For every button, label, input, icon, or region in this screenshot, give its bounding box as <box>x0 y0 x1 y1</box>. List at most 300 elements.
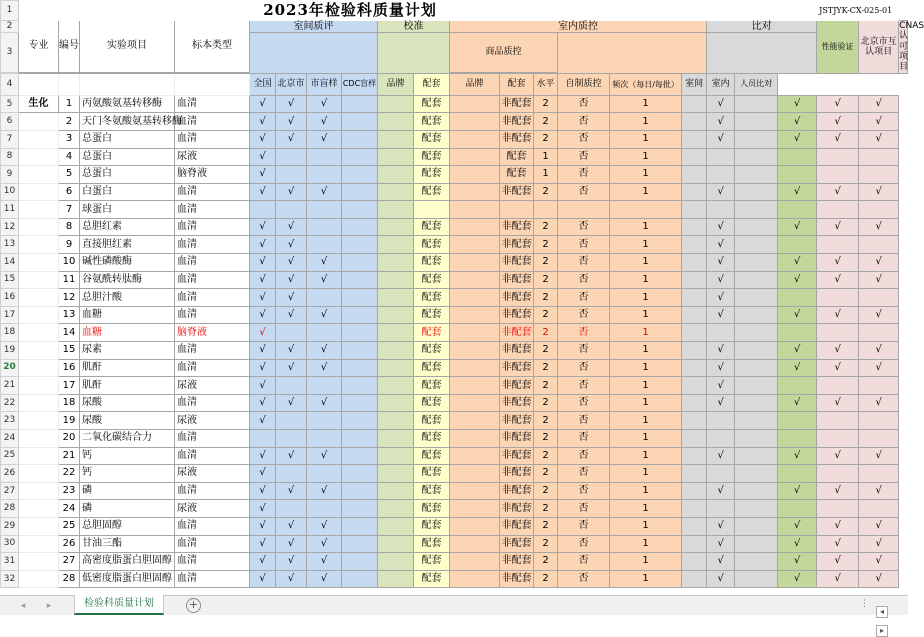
qc-matched-cell[interactable]: 非配套 <box>500 517 534 535</box>
performance-check-cell[interactable]: √ <box>778 271 817 289</box>
qc-brand-cell[interactable] <box>450 553 500 571</box>
header-commercial-qc[interactable]: 商品质控 <box>450 33 558 73</box>
eqa-check-cell[interactable]: √ <box>276 254 307 272</box>
eqa-check-cell[interactable]: √ <box>307 183 342 201</box>
eqa-check-cell[interactable] <box>342 447 378 465</box>
comparison-check-cell[interactable] <box>682 306 707 324</box>
header-eqa-beijing[interactable]: 北京市 <box>276 73 307 95</box>
qc-brand-cell[interactable] <box>450 306 500 324</box>
eqa-check-cell[interactable] <box>276 166 307 184</box>
qc-matched-cell[interactable]: 配套 <box>500 148 534 166</box>
qc-brand-cell[interactable] <box>450 500 500 518</box>
comparison-check-cell[interactable] <box>735 148 778 166</box>
eqa-check-cell[interactable]: √ <box>250 271 276 289</box>
item-cell[interactable]: 丙氨酸氨基转移酶 <box>80 95 175 113</box>
eqa-check-cell[interactable]: √ <box>250 289 276 307</box>
cnas-check-cell[interactable]: √ <box>859 113 899 131</box>
comparison-check-cell[interactable] <box>735 95 778 113</box>
eqa-check-cell[interactable] <box>342 306 378 324</box>
specialty-cell[interactable] <box>19 271 59 289</box>
specimen-cell[interactable]: 血清 <box>175 430 250 448</box>
cnas-check-cell[interactable]: √ <box>859 359 899 377</box>
specialty-cell[interactable] <box>19 570 59 588</box>
comparison-check-cell[interactable] <box>735 359 778 377</box>
eqa-check-cell[interactable] <box>342 130 378 148</box>
cnas-check-cell[interactable] <box>859 236 899 254</box>
frequency-cell[interactable]: 1 <box>610 95 682 113</box>
comparison-check-cell[interactable] <box>735 570 778 588</box>
qc-matched-cell[interactable]: 非配套 <box>500 95 534 113</box>
eqa-check-cell[interactable] <box>342 113 378 131</box>
eqa-check-cell[interactable]: √ <box>250 130 276 148</box>
comparison-check-cell[interactable] <box>682 500 707 518</box>
number-cell[interactable]: 6 <box>59 183 80 201</box>
beijing-check-cell[interactable]: √ <box>817 394 859 412</box>
performance-check-cell[interactable]: √ <box>778 130 817 148</box>
header-iqc[interactable]: 室内质控 <box>450 21 707 33</box>
qc-level-cell[interactable]: 2 <box>534 394 558 412</box>
performance-check-cell[interactable]: √ <box>778 95 817 113</box>
eqa-check-cell[interactable]: √ <box>307 130 342 148</box>
cal-brand-cell[interactable] <box>378 324 414 342</box>
eqa-check-cell[interactable] <box>250 201 276 219</box>
cal-matched-cell[interactable]: 配套 <box>414 166 450 184</box>
sheet-title[interactable]: 2023年检验科质量计划 <box>19 1 682 21</box>
self-qc-cell[interactable]: 否 <box>558 236 610 254</box>
performance-check-cell[interactable] <box>778 148 817 166</box>
cnas-check-cell[interactable] <box>859 412 899 430</box>
qc-level-cell[interactable]: 2 <box>534 500 558 518</box>
row-number[interactable]: 9 <box>1 166 19 184</box>
comparison-check-cell[interactable] <box>735 306 778 324</box>
comparison-check-cell[interactable]: √ <box>707 271 735 289</box>
qc-level-cell[interactable]: 2 <box>534 271 558 289</box>
eqa-check-cell[interactable]: √ <box>250 342 276 360</box>
comparison-check-cell[interactable]: √ <box>707 183 735 201</box>
header-number[interactable]: 编号 <box>59 21 80 73</box>
comparison-check-cell[interactable] <box>682 236 707 254</box>
beijing-check-cell[interactable]: √ <box>817 183 859 201</box>
specialty-cell[interactable] <box>19 377 59 395</box>
eqa-check-cell[interactable]: √ <box>250 377 276 395</box>
qc-level-cell[interactable]: 2 <box>534 113 558 131</box>
eqa-check-cell[interactable]: √ <box>276 447 307 465</box>
number-cell[interactable]: 14 <box>59 324 80 342</box>
beijing-check-cell[interactable]: √ <box>817 359 859 377</box>
header-eqa-cdc[interactable]: CDC盲样 <box>342 73 378 95</box>
eqa-check-cell[interactable] <box>307 412 342 430</box>
specialty-cell[interactable] <box>19 113 59 131</box>
cnas-check-cell[interactable] <box>859 201 899 219</box>
specialty-cell[interactable] <box>19 218 59 236</box>
specimen-cell[interactable]: 血清 <box>175 342 250 360</box>
item-cell[interactable]: 高密度脂蛋白胆固醇 <box>80 553 175 571</box>
frequency-cell[interactable]: 1 <box>610 570 682 588</box>
number-cell[interactable]: 19 <box>59 412 80 430</box>
specialty-cell[interactable] <box>19 166 59 184</box>
performance-check-cell[interactable] <box>778 324 817 342</box>
cnas-check-cell[interactable]: √ <box>859 535 899 553</box>
number-cell[interactable]: 16 <box>59 359 80 377</box>
qc-matched-cell[interactable]: 非配套 <box>500 306 534 324</box>
eqa-check-cell[interactable] <box>276 148 307 166</box>
row-number[interactable]: 14 <box>1 254 19 272</box>
comparison-check-cell[interactable]: √ <box>707 236 735 254</box>
eqa-check-cell[interactable] <box>342 324 378 342</box>
cnas-check-cell[interactable] <box>859 289 899 307</box>
comparison-check-cell[interactable] <box>682 254 707 272</box>
eqa-check-cell[interactable]: √ <box>250 482 276 500</box>
specialty-cell[interactable] <box>19 447 59 465</box>
eqa-check-cell[interactable]: √ <box>276 306 307 324</box>
comparison-check-cell[interactable] <box>707 465 735 483</box>
cal-brand-cell[interactable] <box>378 113 414 131</box>
qc-matched-cell[interactable]: 非配套 <box>500 254 534 272</box>
comparison-check-cell[interactable] <box>682 535 707 553</box>
qc-matched-cell[interactable]: 非配套 <box>500 535 534 553</box>
subheader-blank[interactable] <box>19 73 59 95</box>
self-qc-cell[interactable]: 否 <box>558 570 610 588</box>
qc-level-cell[interactable]: 2 <box>534 377 558 395</box>
specimen-cell[interactable]: 血清 <box>175 570 250 588</box>
specialty-cell[interactable] <box>19 500 59 518</box>
comparison-check-cell[interactable] <box>735 553 778 571</box>
performance-check-cell[interactable]: √ <box>778 254 817 272</box>
beijing-check-cell[interactable]: √ <box>817 517 859 535</box>
comparison-check-cell[interactable]: √ <box>707 535 735 553</box>
eqa-check-cell[interactable]: √ <box>250 254 276 272</box>
beijing-check-cell[interactable] <box>817 500 859 518</box>
self-qc-cell[interactable]: 否 <box>558 289 610 307</box>
comparison-check-cell[interactable]: √ <box>707 289 735 307</box>
number-cell[interactable]: 4 <box>59 148 80 166</box>
qc-matched-cell[interactable]: 非配套 <box>500 218 534 236</box>
specimen-cell[interactable]: 尿液 <box>175 500 250 518</box>
cal-matched-cell[interactable]: 配套 <box>414 553 450 571</box>
number-cell[interactable]: 12 <box>59 289 80 307</box>
row-number[interactable]: 15 <box>1 271 19 289</box>
more-options-icon[interactable]: ⋮ <box>860 599 869 609</box>
item-cell[interactable]: 尿酸 <box>80 412 175 430</box>
eqa-check-cell[interactable] <box>342 482 378 500</box>
eqa-check-cell[interactable]: √ <box>276 289 307 307</box>
specimen-cell[interactable]: 尿液 <box>175 148 250 166</box>
performance-check-cell[interactable] <box>778 166 817 184</box>
performance-check-cell[interactable]: √ <box>778 183 817 201</box>
qc-level-cell[interactable]: 2 <box>534 254 558 272</box>
beijing-check-cell[interactable]: √ <box>817 95 859 113</box>
cal-matched-cell[interactable]: 配套 <box>414 465 450 483</box>
self-qc-cell[interactable]: 否 <box>558 306 610 324</box>
specimen-cell[interactable]: 血清 <box>175 553 250 571</box>
item-cell[interactable]: 血糖 <box>80 324 175 342</box>
cnas-check-cell[interactable] <box>859 148 899 166</box>
beijing-check-cell[interactable] <box>817 377 859 395</box>
qc-brand-cell[interactable] <box>450 570 500 588</box>
comparison-check-cell[interactable] <box>682 377 707 395</box>
qc-level-cell[interactable]: 2 <box>534 130 558 148</box>
comparison-check-cell[interactable]: √ <box>707 254 735 272</box>
eqa-check-cell[interactable]: √ <box>250 447 276 465</box>
comparison-check-cell[interactable] <box>682 218 707 236</box>
row-number[interactable]: 18 <box>1 324 19 342</box>
eqa-check-cell[interactable] <box>342 430 378 448</box>
performance-check-cell[interactable]: √ <box>778 394 817 412</box>
qc-brand-cell[interactable] <box>450 254 500 272</box>
comparison-check-cell[interactable] <box>707 500 735 518</box>
beijing-check-cell[interactable] <box>817 148 859 166</box>
performance-check-cell[interactable] <box>778 377 817 395</box>
qc-brand-cell[interactable] <box>450 430 500 448</box>
eqa-check-cell[interactable]: √ <box>276 517 307 535</box>
subheader-blank[interactable] <box>59 73 80 95</box>
frequency-cell[interactable]: 1 <box>610 517 682 535</box>
comparison-check-cell[interactable] <box>682 324 707 342</box>
comparison-check-cell[interactable] <box>682 482 707 500</box>
eqa-check-cell[interactable]: √ <box>276 218 307 236</box>
number-cell[interactable]: 3 <box>59 130 80 148</box>
cal-matched-cell[interactable]: 配套 <box>414 271 450 289</box>
self-qc-cell[interactable]: 否 <box>558 95 610 113</box>
eqa-check-cell[interactable] <box>342 218 378 236</box>
performance-check-cell[interactable] <box>778 465 817 483</box>
eqa-check-cell[interactable] <box>342 465 378 483</box>
add-sheet-icon[interactable]: + <box>186 598 201 613</box>
row-number[interactable]: 16 <box>1 289 19 307</box>
eqa-check-cell[interactable]: √ <box>307 113 342 131</box>
number-cell[interactable]: 2 <box>59 113 80 131</box>
comparison-check-cell[interactable] <box>735 218 778 236</box>
cal-brand-cell[interactable] <box>378 465 414 483</box>
cnas-check-cell[interactable] <box>859 465 899 483</box>
eqa-check-cell[interactable]: √ <box>307 535 342 553</box>
eqa-check-cell[interactable] <box>307 289 342 307</box>
qc-level-cell[interactable]: 2 <box>534 570 558 588</box>
self-qc-cell[interactable]: 否 <box>558 218 610 236</box>
comparison-check-cell[interactable] <box>707 412 735 430</box>
row-number-2[interactable]: 2 <box>1 21 19 33</box>
beijing-check-cell[interactable]: √ <box>817 447 859 465</box>
frequency-cell[interactable]: 1 <box>610 447 682 465</box>
cnas-check-cell[interactable] <box>859 430 899 448</box>
comparison-check-cell[interactable] <box>707 430 735 448</box>
qc-matched-cell[interactable]: 配套 <box>500 166 534 184</box>
eqa-check-cell[interactable]: √ <box>276 553 307 571</box>
eqa-check-cell[interactable] <box>342 166 378 184</box>
self-qc-cell[interactable]: 否 <box>558 359 610 377</box>
comparison-check-cell[interactable] <box>735 500 778 518</box>
comparison-check-cell[interactable]: √ <box>707 377 735 395</box>
item-cell[interactable]: 总胆固醇 <box>80 517 175 535</box>
item-cell[interactable]: 碱性磷酸酶 <box>80 254 175 272</box>
cal-matched-cell[interactable]: 配套 <box>414 394 450 412</box>
row-number[interactable]: 26 <box>1 465 19 483</box>
row-number[interactable]: 23 <box>1 412 19 430</box>
row-number-3[interactable]: 3 <box>1 33 19 73</box>
eqa-check-cell[interactable] <box>307 218 342 236</box>
comparison-check-cell[interactable] <box>682 342 707 360</box>
row-number[interactable]: 21 <box>1 377 19 395</box>
cal-brand-cell[interactable] <box>378 166 414 184</box>
comparison-check-cell[interactable] <box>735 465 778 483</box>
specialty-cell[interactable] <box>19 289 59 307</box>
eqa-check-cell[interactable] <box>342 570 378 588</box>
item-cell[interactable]: 钙 <box>80 465 175 483</box>
comparison-check-cell[interactable] <box>735 447 778 465</box>
cal-brand-cell[interactable] <box>378 447 414 465</box>
frequency-cell[interactable]: 1 <box>610 289 682 307</box>
number-cell[interactable]: 15 <box>59 342 80 360</box>
specimen-cell[interactable]: 血清 <box>175 394 250 412</box>
comparison-check-cell[interactable] <box>735 130 778 148</box>
beijing-check-cell[interactable]: √ <box>817 113 859 131</box>
eqa-check-cell[interactable] <box>307 201 342 219</box>
qc-brand-cell[interactable] <box>450 517 500 535</box>
frequency-cell[interactable]: 1 <box>610 430 682 448</box>
performance-check-cell[interactable] <box>778 430 817 448</box>
qc-brand-cell[interactable] <box>450 236 500 254</box>
self-qc-cell[interactable]: 否 <box>558 166 610 184</box>
comparison-check-cell[interactable] <box>735 201 778 219</box>
qc-level-cell[interactable]: 2 <box>534 218 558 236</box>
qc-matched-cell[interactable]: 非配套 <box>500 113 534 131</box>
specimen-cell[interactable]: 脑脊液 <box>175 324 250 342</box>
eqa-check-cell[interactable]: √ <box>276 236 307 254</box>
comparison-check-cell[interactable] <box>735 113 778 131</box>
qc-matched-cell[interactable]: 非配套 <box>500 236 534 254</box>
item-cell[interactable]: 总蛋白 <box>80 130 175 148</box>
row-number[interactable]: 30 <box>1 535 19 553</box>
cnas-check-cell[interactable]: √ <box>859 271 899 289</box>
comparison-check-cell[interactable]: √ <box>707 342 735 360</box>
subheader-blank[interactable] <box>80 73 175 95</box>
qc-matched-cell[interactable]: 非配套 <box>500 183 534 201</box>
eqa-check-cell[interactable] <box>276 430 307 448</box>
beijing-check-cell[interactable]: √ <box>817 306 859 324</box>
comparison-check-cell[interactable] <box>682 570 707 588</box>
self-qc-cell[interactable] <box>558 201 610 219</box>
cnas-check-cell[interactable]: √ <box>859 517 899 535</box>
item-cell[interactable]: 尿酸 <box>80 394 175 412</box>
row-number[interactable]: 22 <box>1 394 19 412</box>
self-qc-cell[interactable]: 否 <box>558 377 610 395</box>
number-cell[interactable]: 21 <box>59 447 80 465</box>
eqa-check-cell[interactable]: √ <box>276 482 307 500</box>
eqa-check-cell[interactable]: √ <box>276 130 307 148</box>
cal-brand-cell[interactable] <box>378 500 414 518</box>
header-calibration[interactable]: 校准 <box>378 21 450 33</box>
eqa-check-cell[interactable] <box>307 236 342 254</box>
eqa-check-cell[interactable]: √ <box>307 553 342 571</box>
qc-brand-cell[interactable] <box>450 166 500 184</box>
eqa-check-cell[interactable]: √ <box>250 218 276 236</box>
cal-matched-cell[interactable]: 配套 <box>414 570 450 588</box>
eqa-check-cell[interactable]: √ <box>250 183 276 201</box>
cnas-check-cell[interactable]: √ <box>859 447 899 465</box>
eqa-check-cell[interactable] <box>342 95 378 113</box>
cal-brand-cell[interactable] <box>378 394 414 412</box>
eqa-check-cell[interactable]: √ <box>276 271 307 289</box>
eqa-check-cell[interactable] <box>342 553 378 571</box>
qc-matched-cell[interactable]: 非配套 <box>500 324 534 342</box>
performance-check-cell[interactable] <box>778 289 817 307</box>
cnas-check-cell[interactable]: √ <box>859 218 899 236</box>
qc-brand-cell[interactable] <box>450 271 500 289</box>
specialty-cell[interactable] <box>19 148 59 166</box>
qc-level-cell[interactable]: 2 <box>534 447 558 465</box>
comparison-check-cell[interactable] <box>735 377 778 395</box>
self-qc-cell[interactable]: 否 <box>558 271 610 289</box>
qc-level-cell[interactable]: 2 <box>534 342 558 360</box>
comparison-check-cell[interactable]: √ <box>707 359 735 377</box>
eqa-check-cell[interactable]: √ <box>307 394 342 412</box>
specialty-cell[interactable]: 生化 <box>19 95 59 113</box>
number-cell[interactable]: 8 <box>59 218 80 236</box>
item-cell[interactable]: 钙 <box>80 447 175 465</box>
number-cell[interactable]: 9 <box>59 236 80 254</box>
self-qc-cell[interactable]: 否 <box>558 447 610 465</box>
performance-check-cell[interactable]: √ <box>778 306 817 324</box>
comparison-check-cell[interactable]: √ <box>707 482 735 500</box>
number-cell[interactable]: 26 <box>59 535 80 553</box>
performance-check-cell[interactable]: √ <box>778 359 817 377</box>
specimen-cell[interactable]: 尿液 <box>175 412 250 430</box>
specialty-cell[interactable] <box>19 342 59 360</box>
self-qc-cell[interactable]: 否 <box>558 130 610 148</box>
cnas-check-cell[interactable]: √ <box>859 183 899 201</box>
qc-brand-cell[interactable] <box>450 324 500 342</box>
sheet-tab-quality-plan[interactable]: 检验科质量计划 <box>74 595 164 615</box>
item-cell[interactable]: 甘油三酯 <box>80 535 175 553</box>
qc-level-cell[interactable]: 2 <box>534 324 558 342</box>
beijing-check-cell[interactable] <box>817 324 859 342</box>
cal-brand-cell[interactable] <box>378 377 414 395</box>
cnas-check-cell[interactable]: √ <box>859 342 899 360</box>
comparison-check-cell[interactable] <box>682 271 707 289</box>
comparison-check-cell[interactable] <box>735 342 778 360</box>
number-cell[interactable]: 28 <box>59 570 80 588</box>
frequency-cell[interactable]: 1 <box>610 130 682 148</box>
eqa-check-cell[interactable] <box>342 254 378 272</box>
performance-check-cell[interactable] <box>778 236 817 254</box>
performance-check-cell[interactable]: √ <box>778 517 817 535</box>
header-self-qc[interactable]: 自制质控 <box>558 73 610 95</box>
specialty-cell[interactable] <box>19 553 59 571</box>
beijing-check-cell[interactable]: √ <box>817 535 859 553</box>
specimen-cell[interactable]: 血清 <box>175 254 250 272</box>
eqa-check-cell[interactable] <box>342 500 378 518</box>
number-cell[interactable]: 18 <box>59 394 80 412</box>
cal-matched-cell[interactable]: 配套 <box>414 183 450 201</box>
qc-brand-cell[interactable] <box>450 359 500 377</box>
eqa-check-cell[interactable] <box>276 201 307 219</box>
scroll-right-icon[interactable]: ▸ <box>876 625 888 637</box>
eqa-check-cell[interactable]: √ <box>250 306 276 324</box>
frequency-cell[interactable]: 1 <box>610 218 682 236</box>
comparison-check-cell[interactable]: √ <box>707 394 735 412</box>
eqa-check-cell[interactable] <box>276 324 307 342</box>
eqa-check-cell[interactable] <box>342 394 378 412</box>
self-qc-cell[interactable]: 否 <box>558 342 610 360</box>
beijing-check-cell[interactable] <box>817 289 859 307</box>
cal-matched-cell[interactable]: 配套 <box>414 412 450 430</box>
eqa-check-cell[interactable]: √ <box>307 95 342 113</box>
comparison-check-cell[interactable] <box>682 289 707 307</box>
specialty-cell[interactable] <box>19 394 59 412</box>
eqa-check-cell[interactable]: √ <box>250 148 276 166</box>
cnas-check-cell[interactable] <box>859 377 899 395</box>
item-cell[interactable]: 球蛋白 <box>80 201 175 219</box>
